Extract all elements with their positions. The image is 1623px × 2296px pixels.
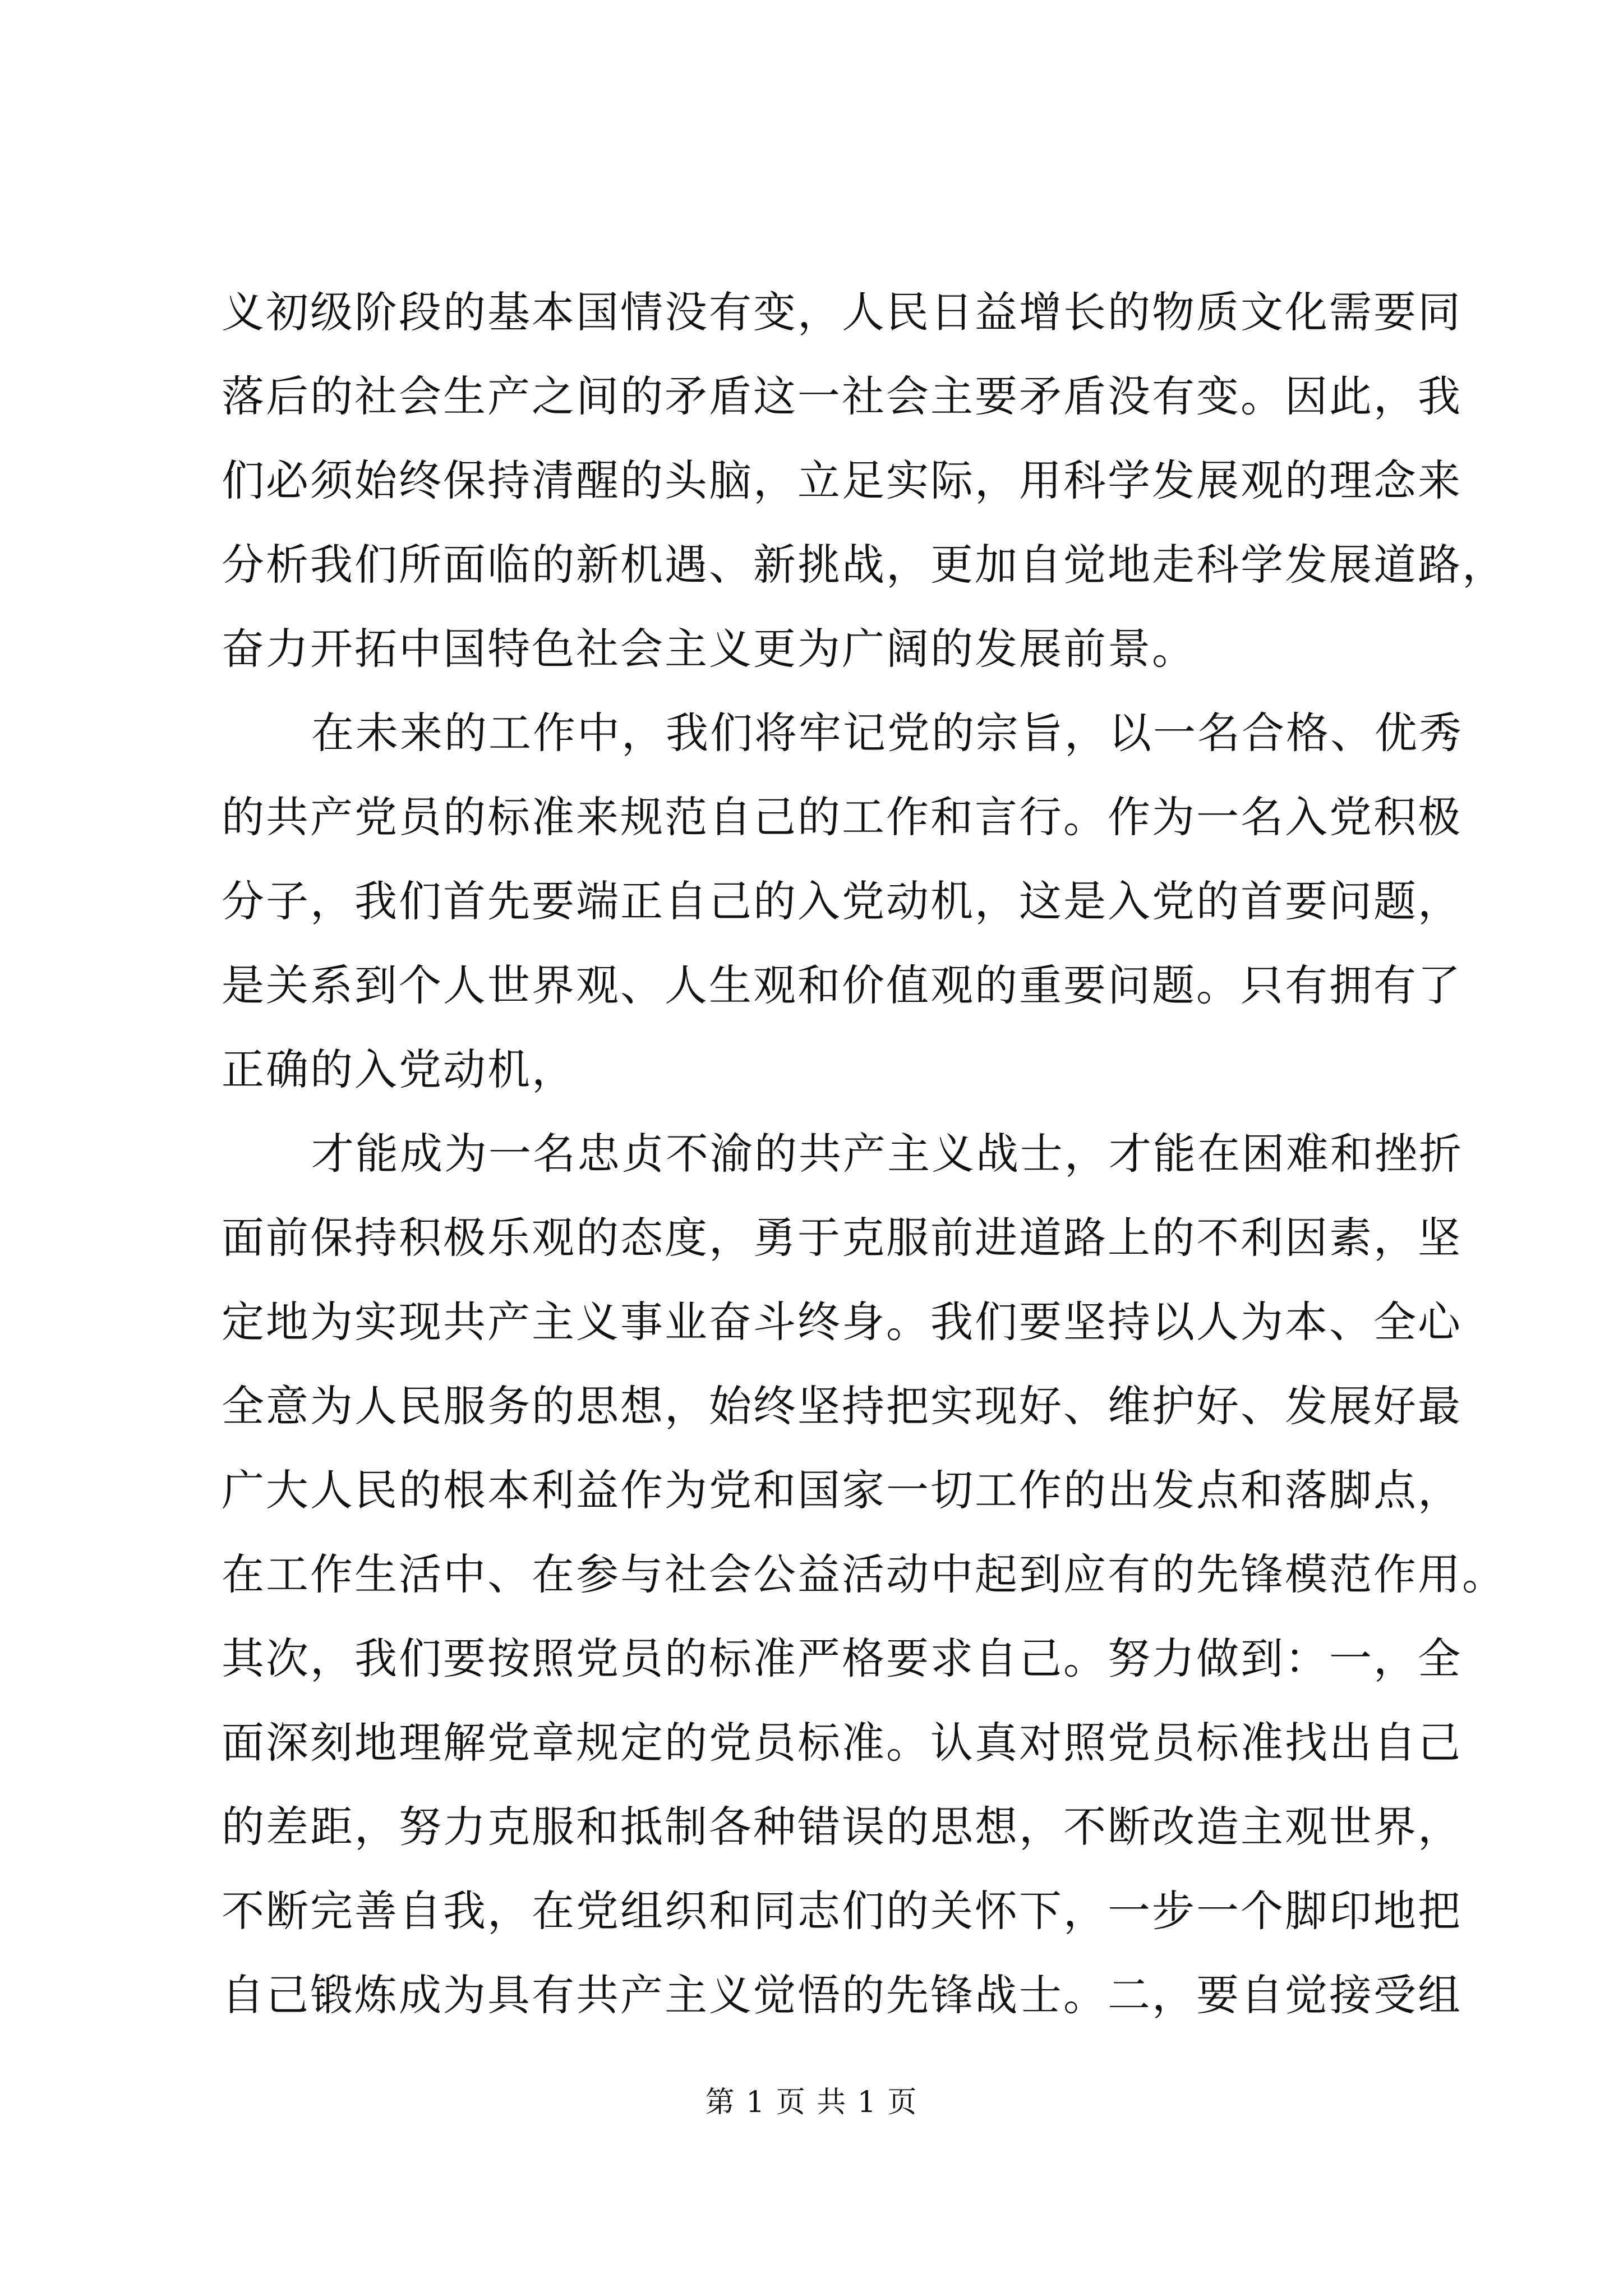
text-line: 分子，我们首先要端正自己的入党动机，这是入党的首要问题， bbox=[222, 876, 1462, 926]
text-line: 面深刻地理解党章规定的党员标准。认真对照党员标准找出自己 bbox=[222, 1718, 1462, 1768]
text-line: 的共产党员的标准来规范自己的工作和言行。作为一名入党积极 bbox=[222, 792, 1462, 842]
text-line: 义初级阶段的基本国情没有变，人民日益增长的物质文化需要同 bbox=[222, 287, 1462, 337]
text-line: 面前保持积极乐观的态度，勇于克服前进道路上的不利因素，坚 bbox=[222, 1213, 1462, 1263]
text-line: 在工作生活中、在参与社会公益活动中起到应有的先锋模范作用。 bbox=[222, 1549, 1506, 1599]
text-line: 们必须始终保持清醒的头脑，立足实际，用科学发展观的理念来 bbox=[222, 455, 1462, 505]
text-line: 落后的社会生产之间的矛盾这一社会主要矛盾没有变。因此，我 bbox=[222, 371, 1462, 421]
text-line: 自己锻炼成为具有共产主义觉悟的先锋战士。二，要自觉接受组 bbox=[222, 1970, 1462, 2020]
text-line: 不断完善自我，在党组织和同志们的关怀下，一步一个脚印地把 bbox=[222, 1886, 1462, 1936]
text-line: 奋力开拓中国特色社会主义更为广阔的发展前景。 bbox=[222, 624, 1196, 674]
text-line: 分析我们所面临的新机遇、新挑战，更加自觉地走科学发展道路， bbox=[222, 540, 1506, 590]
text-line: 的差距，努力克服和抵制各种错误的思想，不断改造主观世界， bbox=[222, 1802, 1462, 1852]
text-line: 是关系到个人世界观、人生观和价值观的重要问题。只有拥有了 bbox=[222, 960, 1462, 1010]
page-number-footer: 第 1 页 共 1 页 bbox=[705, 2086, 918, 2119]
text-line: 其次，我们要按照党员的标准严格要求自己。努力做到：一，全 bbox=[222, 1634, 1462, 1683]
paragraph-first-line: 才能成为一名忠贞不渝的共产主义战士，才能在困难和挫折 bbox=[311, 1129, 1463, 1179]
text-line: 定地为实现共产主义事业奋斗终身。我们要坚持以人为本、全心 bbox=[222, 1297, 1462, 1347]
paragraph-first-line: 在未来的工作中，我们将牢记党的宗旨，以一名合格、优秀 bbox=[311, 708, 1463, 758]
text-line: 广大人民的根本利益作为党和国家一切工作的出发点和落脚点， bbox=[222, 1465, 1462, 1515]
text-line: 正确的入党动机， bbox=[222, 1045, 576, 1094]
text-line: 全意为人民服务的思想，始终坚持把实现好、维护好、发展好最 bbox=[222, 1381, 1462, 1431]
document-body bbox=[222, 270, 1506, 2037]
